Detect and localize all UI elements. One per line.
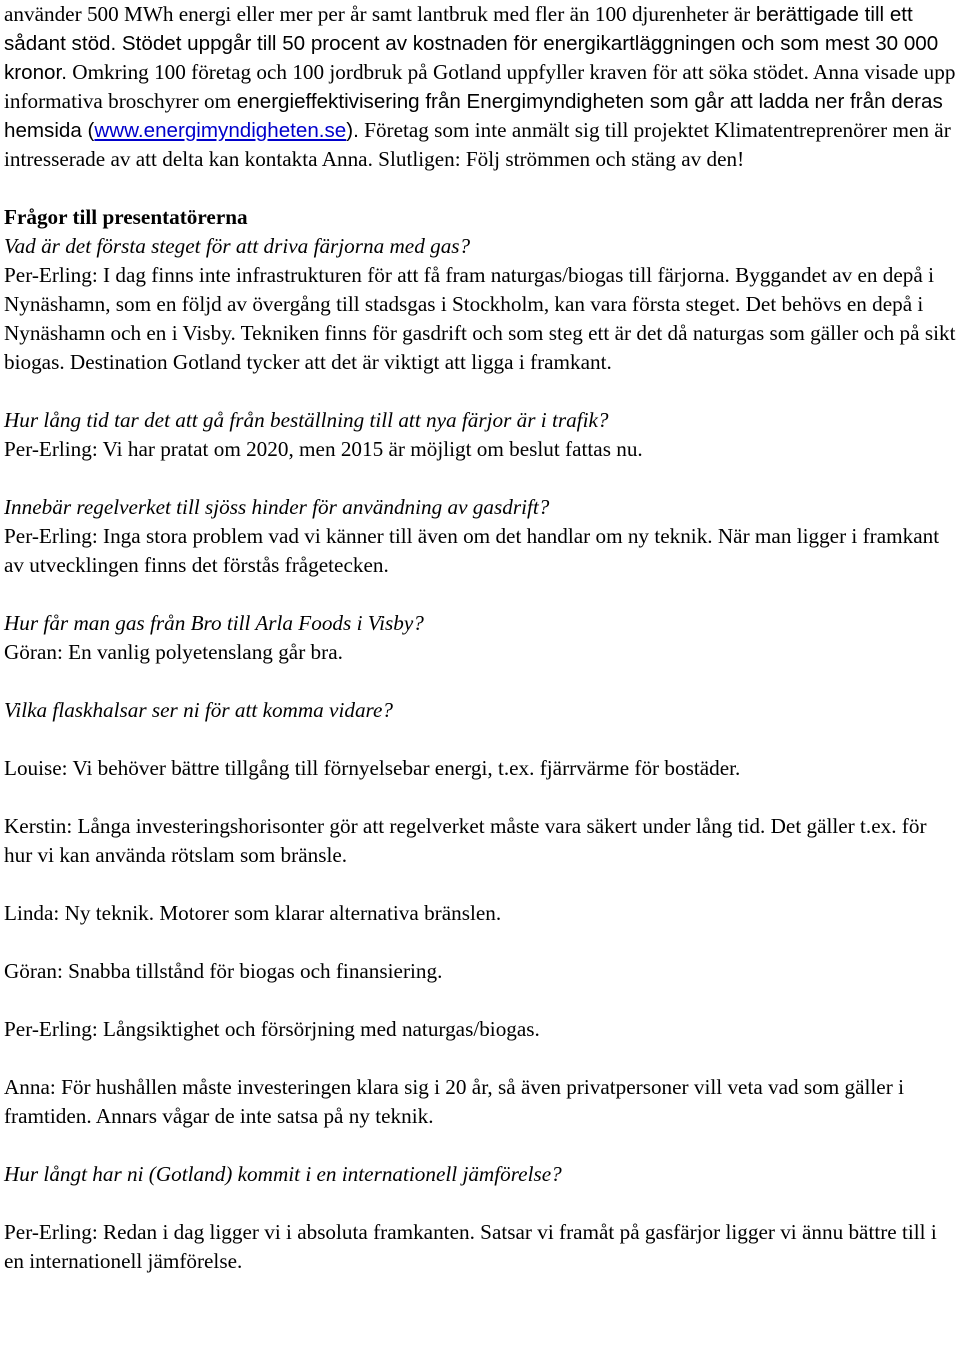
answer-3: Per-Erling: Inga stora problem vad vi känner till även om det handlar om ny teknik. När man ligger i framkant av utvecklingen finns det förstås frågetecken.: [4, 524, 940, 577]
section-heading: Frågor till presentatörerna: [4, 205, 248, 229]
question-6: Hur långt har ni (Gotland) kommit i en internationell jämförelse?: [4, 1162, 562, 1186]
intro-text-6: Företag som inte anmält sig till projektet Klimatentreprenörer men är intresserade av att delta kan kontakta Anna. Slutligen: Följ strömmen och stäng av den!: [4, 118, 951, 171]
question-4: Hur får man gas från Bro till Arla Foods i Visby?: [4, 611, 424, 635]
answer-4: Göran: En vanlig polyetenslang går bra.: [4, 640, 343, 664]
bottleneck-kerstin: Kerstin: Långa investeringshorisonter gör att regelverket måste vara säkert under lång tid. Det gäller t.ex. för hur vi kan använda rötslam som bränsle.: [4, 814, 927, 867]
answer-1: Per-Erling: I dag finns inte infrastrukturen för att få fram naturgas/biogas till färjorna. Byggandet av en depå i Nynäshamn, som en följd av övergång till stadsgas i Stockholm, kan vara första steget. Det behövs en depå i Nynäshamn och en i Visby. Tekniken finns för gasdrift och som steg ett är det då naturgas som gäller och på sikt biogas. Destination Gotland tycker att det är viktigt att ligga i framkant.: [4, 263, 956, 374]
answer-6: Per-Erling: Redan i dag ligger vi i absoluta framkanten. Satsar vi framåt på gasfärjor ligger vi ännu bättre till i en internationell jämförelse.: [4, 1220, 937, 1273]
document-page: [4, 0, 956, 1276]
intro-text-2: berättigade till ett sådant stöd. Stödet uppgår till 50 procent av kostnaden för energikartläggningen och som mest 30 000 kronor.: [4, 3, 939, 84]
bottleneck-per-erling: Per-Erling: Långsiktighet och försörjning med naturgas/biogas.: [4, 1017, 540, 1041]
answer-2: Per-Erling: Vi har pratat om 2020, men 2015 är möjligt om beslut fattas nu.: [4, 437, 643, 461]
question-5: Vilka flaskhalsar ser ni för att komma vidare?: [4, 698, 393, 722]
intro-paragraph: [4, 0, 956, 174]
bottleneck-louise: Louise: Vi behöver bättre tillgång till förnyelsebar energi, t.ex. fjärrvärme för bostäder.: [4, 756, 741, 780]
question-2: Hur lång tid tar det att gå från beställning till att nya färjor är i trafik?: [4, 408, 609, 432]
question-3: Innebär regelverket till sjöss hinder för användning av gasdrift?: [4, 495, 550, 519]
intro-text-4: energieffektivisering från Energimyndigheten som går att ladda ner från deras hemsida (: [4, 90, 943, 142]
energimyndigheten-link[interactable]: www.energimyndigheten.se: [94, 119, 347, 142]
bottleneck-anna: Anna: För hushållen måste investeringen klara sig i 20 år, så även privatpersoner vill veta vad som gäller i framtiden. Annars vågar de inte satsa på ny teknik.: [4, 1075, 904, 1128]
intro-text-3: Omkring 100 företag och 100 jordbruk på Gotland uppfyller kraven för att söka stödet. Anna visade upp informativa broschyrer om: [4, 60, 956, 113]
intro-text-5: ).: [346, 119, 359, 142]
bottleneck-linda: Linda: Ny teknik. Motorer som klarar alternativa bränslen.: [4, 901, 502, 925]
question-1: Vad är det första steget för att driva färjorna med gas?: [4, 234, 471, 258]
intro-text-1: använder 500 MWh energi eller mer per år samt lantbruk med fler än 100 djurenheter är: [4, 2, 751, 26]
bottleneck-goran: Göran: Snabba tillstånd för biogas och finansiering.: [4, 959, 443, 983]
